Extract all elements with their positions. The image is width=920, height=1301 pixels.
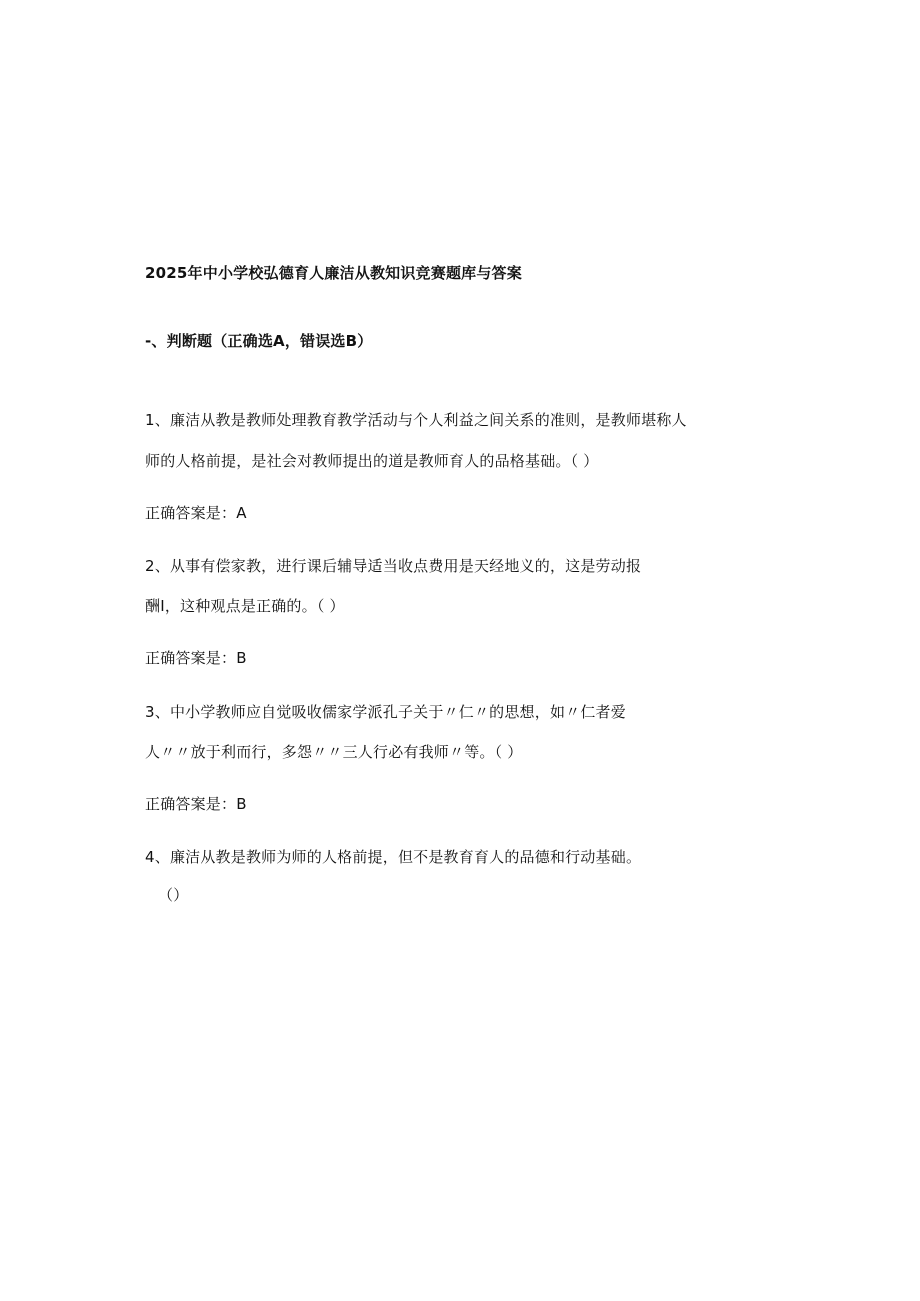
question-4-line-2: （） xyxy=(158,886,189,904)
question-1-answer: 正确答案是：A xyxy=(145,504,247,522)
section-heading: -、判断题（正确选A，错误选B） xyxy=(145,332,373,350)
question-1-line-1: 1、廉洁从教是教师处理教育教学活动与个人利益之间关系的准则，是教师堪称人 xyxy=(145,411,687,429)
document-title: 2025年中小学校弘德育人廉洁从教知识竞赛题库与答案 xyxy=(145,264,522,282)
question-2-line-2: 酬I，这种观点是正确的。（ ） xyxy=(145,597,345,615)
question-1-line-2: 师的人格前提，是社会对教师提出的道是教师育人的品格基础。（ ） xyxy=(145,452,599,470)
question-4-line-1: 4、廉洁从教是教师为师的人格前提，但不是教育育人的品德和行动基础。 xyxy=(145,848,642,866)
question-3-answer: 正确答案是：B xyxy=(145,795,247,813)
question-2-line-1: 2、从事有偿家教，进行课后辅导适当收点费用是天经地义的，这是劳动报 xyxy=(145,557,642,575)
question-3-line-1: 3、中小学教师应自觉吸收儒家学派孔子关于〃仁〃的思想，如〃仁者爱 xyxy=(145,703,626,721)
question-2-answer: 正确答案是：B xyxy=(145,649,247,667)
question-3-line-2: 人〃〃放于利而行，多怨〃〃三人行必有我师〃等。（ ） xyxy=(145,743,523,761)
